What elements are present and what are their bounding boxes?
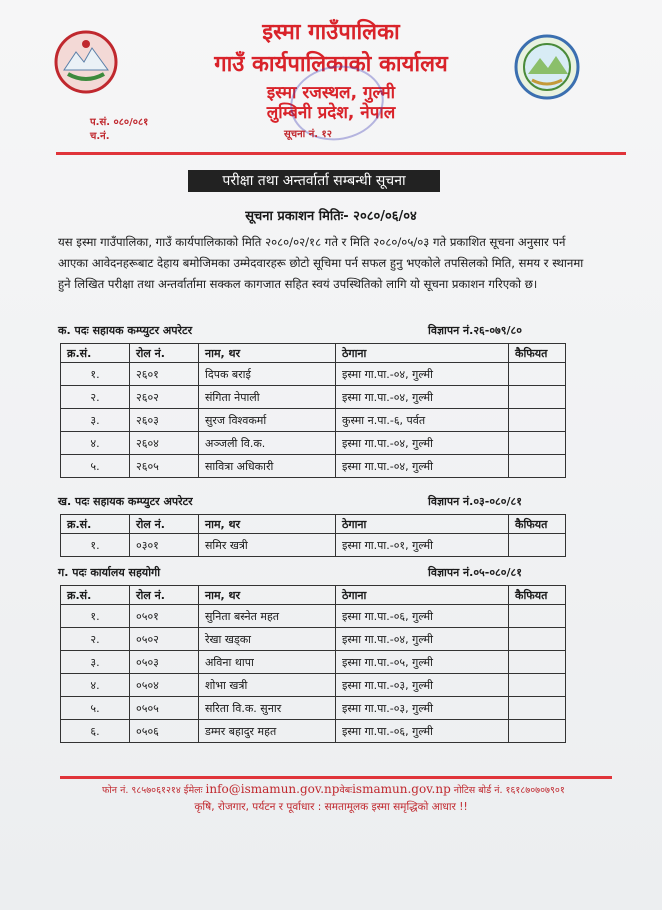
remarks-cell	[509, 432, 566, 455]
section-ad-number: विज्ञापन नं.०३-०८०/८१	[428, 495, 522, 508]
remarks-cell	[509, 409, 566, 432]
column-header: कैफियत	[509, 344, 566, 363]
footer-divider	[60, 776, 612, 779]
province-name: लुम्बिनी प्रदेश, नेपाल	[266, 103, 396, 123]
serial-cell: २.	[61, 628, 130, 651]
serial-cell: ३.	[61, 651, 130, 674]
remarks-cell	[509, 363, 566, 386]
address-cell: इस्मा गा.पा.-०१, गुल्मी	[336, 534, 509, 557]
table-row	[61, 697, 566, 720]
table-row	[61, 409, 566, 432]
column-header: रोल नं.	[130, 515, 199, 534]
notice-title: परीक्षा तथा अन्तर्वार्ता सम्बन्धी सूचना	[188, 170, 440, 192]
roll-cell: ०५०१	[130, 605, 199, 628]
address-cell: इस्मा गा.पा.-०४, गुल्मी	[336, 386, 509, 409]
address-cell: इस्मा गा.पा.-०४, गुल्मी	[336, 363, 509, 386]
serial-cell: १.	[61, 534, 130, 557]
remarks-cell	[509, 628, 566, 651]
notice-date: सूचना प्रकाशन मितिः- २०८०/०६/०४	[245, 209, 417, 224]
table-row	[61, 432, 566, 455]
roll-cell: ०५०६	[130, 720, 199, 743]
table-row	[61, 651, 566, 674]
roll-cell: २६०२	[130, 386, 199, 409]
section-title: क. पदः सहायक कम्प्युटर अपरेटर	[58, 324, 193, 337]
fiscal-year-label: प.सं. ०८०/०८१	[90, 117, 149, 128]
section-title: ख. पदः सहायक कम्प्युटर अपरेटर	[58, 495, 193, 508]
section-ad-number: विज्ञापन नं.२६-०७९/८०	[428, 324, 522, 337]
table-row	[61, 605, 566, 628]
email-link[interactable]: info@ismamun.gov.np	[205, 782, 340, 796]
web-label: वेबः	[339, 785, 353, 796]
header-divider	[56, 152, 626, 155]
column-header: नाम, थर	[199, 586, 336, 605]
dispatch-number-label: च.नं.	[90, 131, 110, 142]
name-cell: सुनिता बस्नेत महत	[199, 605, 336, 628]
column-header: कैफियत	[509, 586, 566, 605]
serial-cell: ३.	[61, 409, 130, 432]
name-cell: सावित्रा अधिकारी	[199, 455, 336, 478]
name-cell: सरिता वि.क. सुनार	[199, 697, 336, 720]
address-cell: इस्मा गा.पा.-०३, गुल्मी	[336, 674, 509, 697]
column-header: क्र.सं.	[61, 344, 130, 363]
municipality-name: इस्मा गाउँपालिका	[262, 20, 400, 45]
column-header: रोल नं.	[130, 586, 199, 605]
contact-line	[102, 782, 565, 796]
column-header: ठेगाना	[336, 586, 509, 605]
address-cell: इस्मा गा.पा.-०६, गुल्मी	[336, 605, 509, 628]
table-row	[61, 534, 566, 557]
address-cell: इस्मा गा.पा.-०४, गुल्मी	[336, 432, 509, 455]
name-cell: रेखा खड्का	[199, 628, 336, 651]
column-header: क्र.सं.	[61, 515, 130, 534]
serial-cell: ४.	[61, 432, 130, 455]
office-address: इस्मा रजस्थल, गुल्मी	[266, 83, 396, 103]
office-name: गाउँ कार्यपालिकाको कार्यालय	[214, 52, 448, 77]
phone-text: फोन नं. ९८५७०६१२१४ ईमेलः	[102, 785, 203, 796]
table-row	[61, 455, 566, 478]
address-cell: कुस्मा न.पा.-६, पर्वत	[336, 409, 509, 432]
remarks-cell	[509, 720, 566, 743]
address-cell: इस्मा गा.पा.-०६, गुल्मी	[336, 720, 509, 743]
roll-cell: ०५०४	[130, 674, 199, 697]
serial-cell: ६.	[61, 720, 130, 743]
table-header-row	[61, 586, 566, 605]
section-ad-number: विज्ञापन नं.०५-०८०/८१	[428, 566, 522, 579]
serial-cell: १.	[61, 605, 130, 628]
candidates-table	[60, 343, 566, 478]
name-cell: अञ्जली वि.क.	[199, 432, 336, 455]
remarks-cell	[509, 455, 566, 478]
name-cell: संगिता नेपाली	[199, 386, 336, 409]
column-header: नाम, थर	[199, 515, 336, 534]
table-row	[61, 628, 566, 651]
roll-cell: २६०५	[130, 455, 199, 478]
name-cell: दिपक बराई	[199, 363, 336, 386]
section-title: ग. पदः कार्यालय सहयोगी	[58, 566, 161, 579]
roll-cell: २६०३	[130, 409, 199, 432]
column-header: क्र.सं.	[61, 586, 130, 605]
remarks-cell	[509, 386, 566, 409]
roll-cell: ०५०५	[130, 697, 199, 720]
remarks-cell	[509, 605, 566, 628]
column-header: कैफियत	[509, 515, 566, 534]
notice-number: सूचना नं. १२	[284, 129, 332, 140]
remarks-cell	[509, 534, 566, 557]
name-cell: समिर खत्री	[199, 534, 336, 557]
remarks-cell	[509, 651, 566, 674]
table-row	[61, 674, 566, 697]
name-cell: शोभा खत्री	[199, 674, 336, 697]
roll-cell: ०५०२	[130, 628, 199, 651]
serial-cell: ५.	[61, 455, 130, 478]
footer-slogan: कृषि, रोजगार, पर्यटन र पूर्वाधार : समतामूलक इस्मा समृद्धिको आधार !!	[194, 801, 468, 813]
website-link[interactable]: ismamun.gov.np	[352, 782, 451, 796]
table-header-row	[61, 515, 566, 534]
notice-body: यस इस्मा गाउँपालिका, गाउँ कार्यपालिकाको मिति २०८०/०२/१८ गते र मिति २०८०/०५/०३ गते प्रकाशित सूचना अनुसार पर्न आएका आवेदनहरूबाट देहाय बमोजिमका उम्मेदवारहरू छोटो सूचिमा पर्न सफल हुनु भएकोले तपसिलको मिति, समय र स्थानमा हुने लिखित परीक्षा तथा अन्तर्वार्तामा सक्कल कागजात सहित स्वयं उपस्थितिको लागि यो सूचना प्रकाशन गरिएको छ।	[58, 235, 584, 291]
serial-cell: १.	[61, 363, 130, 386]
roll-cell: २६०४	[130, 432, 199, 455]
table-header-row	[61, 344, 566, 363]
column-header: रोल नं.	[130, 344, 199, 363]
table-row	[61, 720, 566, 743]
table-row	[61, 386, 566, 409]
candidates-table	[60, 585, 566, 743]
remarks-cell	[509, 674, 566, 697]
candidates-table	[60, 514, 566, 557]
remarks-cell	[509, 697, 566, 720]
serial-cell: ४.	[61, 674, 130, 697]
column-header: ठेगाना	[336, 344, 509, 363]
serial-cell: २.	[61, 386, 130, 409]
address-cell: इस्मा गा.पा.-०४, गुल्मी	[336, 628, 509, 651]
address-cell: इस्मा गा.पा.-०४, गुल्मी	[336, 455, 509, 478]
column-header: नाम, थर	[199, 344, 336, 363]
address-cell: इस्मा गा.पा.-०५, गुल्मी	[336, 651, 509, 674]
name-cell: डम्मर बहादुर महत	[199, 720, 336, 743]
roll-cell: २६०१	[130, 363, 199, 386]
serial-cell: ५.	[61, 697, 130, 720]
name-cell: अविना थापा	[199, 651, 336, 674]
column-header: ठेगाना	[336, 515, 509, 534]
roll-cell: ०३०१	[130, 534, 199, 557]
table-row	[61, 363, 566, 386]
notice-board-number: नोटिस बोर्ड नं. १६१८७०७०७९०१	[453, 785, 565, 796]
name-cell: सुरज विश्वकर्मा	[199, 409, 336, 432]
roll-cell: ०५०३	[130, 651, 199, 674]
address-cell: इस्मा गा.पा.-०३, गुल्मी	[336, 697, 509, 720]
